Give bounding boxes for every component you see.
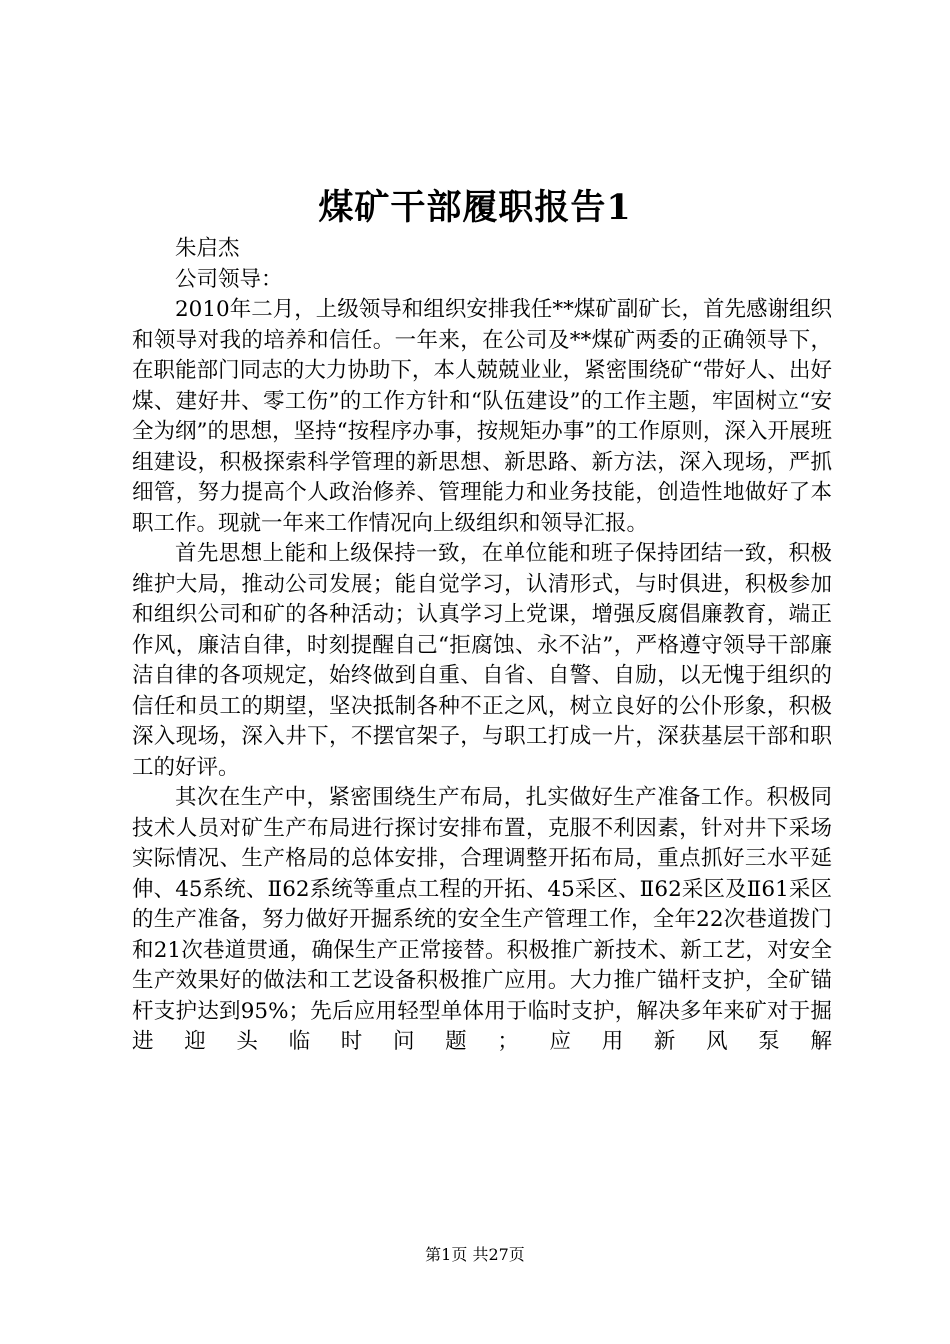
page-number-footer: 第1页 共27页 bbox=[425, 1245, 525, 1264]
paragraph-thought: 首先思想上能和上级保持一致，在单位能和班子保持团结一致，积极维护大局，推动公司发展；能自觉学习，认清形式，与时俱进，积极参加和组织公司和矿的各种活动；认真学习上党课，增强反腐倡廉教育，端正作风，廉洁自律，时刻提醒自己“拒腐蚀、永不沾”，严格遵守领导干部廉洁自律的各项规定，始终做到自重、自省、自警、自励，以无愧于组织的信任和员工的期望，坚决抵制各种不正之风，树立良好的公仆形象，积极深入现场，深入井下，不摆官架子，与职工打成一片，深获基层干部和职工的好评。 bbox=[132, 541, 832, 780]
document-title: 煤矿干部履职报告1 bbox=[318, 187, 632, 228]
author-line: 朱启杰 bbox=[175, 236, 240, 261]
document-body bbox=[132, 234, 832, 1058]
paragraph-intro: 2010年二月，上级领导和组织安排我任**煤矿副矿长，首先感谢组织和领导对我的培养和信任。一年来，在公司及**煤矿两委的正确领导下，在职能部门同志的大力协助下，本人兢兢业业，紧密围绕矿“带好人、出好煤、建好井、零工伤”的工作方针和“队伍建设”的工作主题，牢固树立“安全为纲”的思想，坚持“按程序办事，按规矩办事”的工作原则，深入开展班组建设，积极探索科学管理的新思想、新思路、新方法，深入现场，严抓细管，努力提高个人政治修养、管理能力和业务技能，创造性地做好了本职工作。现就一年来工作情况向上级组织和领导汇报。 bbox=[132, 297, 832, 536]
salutation-line: 公司领导： bbox=[175, 266, 283, 292]
paragraph-production: 其次在生产中，紧密围绕生产布局，扎实做好生产准备工作。积极同技术人员对矿生产布局进行探讨安排布置，克服不利因素，针对井下采场实际情况、生产格局的总体安排，合理调整开拓布局，重点抓好三水平延伸、45系统、Ⅱ62系统等重点工程的开拓、45采区、Ⅱ62采区及Ⅱ61采区的生产准备，努力做好开掘系统的安全生产管理工作，全年22次巷道拨门和21次巷道贯通，确保生产正常接替。积极推广新技术、新工艺，对安全生产效果好的做法和工艺设备积极推广应用。大力推广锚杆支护，全矿锚杆支护达到95%；先后应用轻型单体用于临时支护，解决多年来矿对于掘进迎头临时问题；应用新风泵解 bbox=[132, 785, 832, 1054]
